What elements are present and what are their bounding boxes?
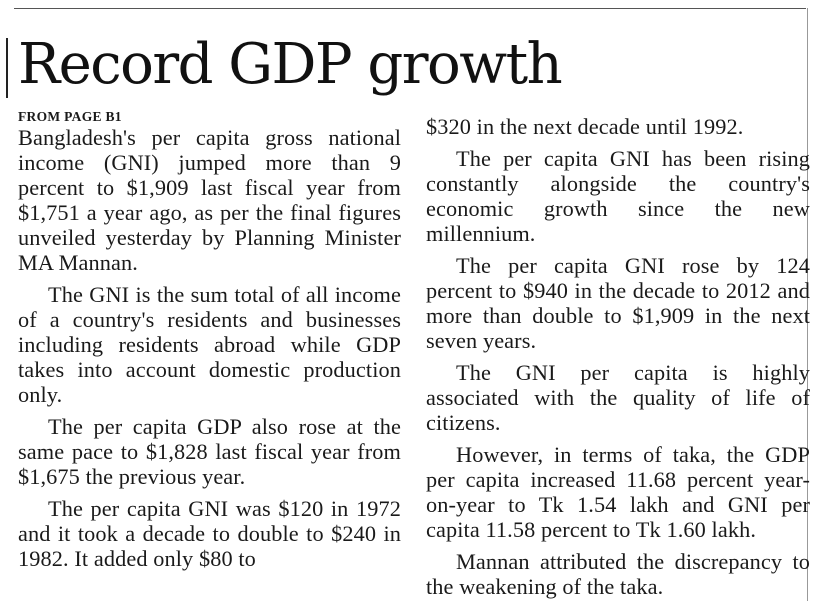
article-paragraph: The per capita GNI was $120 in 1972 and it took a decade to double to $240 in 1982. It added only $80 to	[18, 496, 401, 571]
headline-rule	[6, 38, 8, 98]
top-rule	[14, 8, 806, 9]
article-paragraph: The GNI per capita is highly associated with the quality of life of citizens.	[426, 360, 810, 435]
article-paragraph: Bangladesh's per capita gross national income (GNI) jumped more than 9 percent to $1,909 last fiscal year from $1,751 a year ago, as per the final figures unveiled yesterday by Planning Minister MA Mannan.	[18, 125, 401, 275]
article-paragraph: However, in terms of taka, the GDP per capita increased 11.68 percent year-on-year to Tk 1.54 lakh and GNI per capita 11.58 percent to Tk 1.60 lakh.	[426, 442, 810, 542]
article-paragraph: The per capita GDP also rose at the same pace to $1,828 last fiscal year from $1,675 the previous year.	[18, 414, 401, 489]
article-column-left	[18, 108, 401, 571]
article-kicker: FROM PAGE B1	[18, 109, 122, 124]
article-paragraph: Mannan attributed the discrepancy to the weakening of the taka.	[426, 549, 810, 599]
article-column-right	[426, 114, 810, 599]
article-paragraph: The per capita GNI has been rising constantly alongside the country's economic growth since the new millennium.	[426, 146, 810, 246]
article-paragraph: The GNI is the sum total of all income of a country's residents and businesses including residents abroad while GDP takes into account domestic production only.	[18, 282, 401, 407]
article-paragraph: The per capita GNI rose by 124 percent to $940 in the decade to 2012 and more than double to $1,909 in the next seven years.	[426, 253, 810, 353]
article-paragraph: $320 in the next decade until 1992.	[426, 114, 744, 139]
article-headline: Record GDP growth	[18, 32, 562, 97]
